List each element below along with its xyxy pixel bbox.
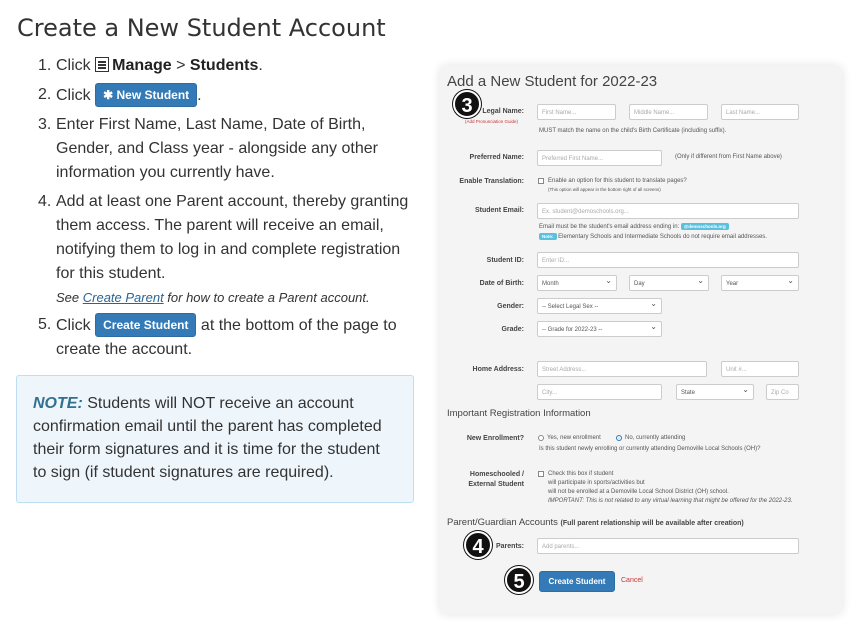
registration-section-title: Important Registration Information [447,408,591,419]
parents-input[interactable]: Add parents... [537,538,799,554]
homeschool-text-2: will participate in sports/activities but [548,480,645,486]
note-text: Students will NOT receive an account confirmation email until the parent has completed their form signatures and it is time for the student to sign (if student signatures are required). [33,395,382,481]
note-box [16,375,414,503]
cancel-link[interactable]: Cancel [621,577,643,584]
month-select[interactable]: Month ⌄ [537,275,617,291]
new-enrollment-yes-radio[interactable] [538,435,544,441]
manage-label: Manage [112,57,172,74]
day-select[interactable]: Day ⌄ [629,275,709,291]
email-note: Note: Elementary Schools and Intermediate Schools do not require email addresses. [539,233,767,240]
unit-input[interactable]: Unit #... [721,361,799,377]
homeschool-label-1: Homeschooled / [469,471,524,478]
step-2: 2. Click ✱ New Student . [38,83,418,108]
step-5: 5. Click Create Student at the bottom of the page to create the account. [38,313,418,362]
translation-text: Enable an option for this student to translate pages? [548,178,687,184]
homeschool-text-4: IMPORTANT: This is not related to any virtual learning that might be offered for the 2022-23. [548,498,793,504]
create-student-button[interactable]: Create Student [539,571,615,592]
step-4: 4. Add at least one Parent account, thereby granting them access. The parent will receive an email, notifying them to log in and complete registration for this student. See Create Parent for how to create a Parent account. [38,190,418,308]
gender-select[interactable]: -- Select Legal Sex -- ⌄ [537,298,662,314]
student-email-input[interactable]: Ex. student@demoschools.org... [537,203,799,219]
form-title: Add a New Student for 2022-23 [447,73,658,90]
last-name-input[interactable]: Last Name... [721,104,799,120]
state-select[interactable]: State ⌄ [676,384,754,400]
translation-label: Enable Translation: [459,178,524,185]
legal-help: MUST match the name on the child's Birth Certificate (including suffix). [539,128,727,134]
parents-label: Parents: [495,543,524,550]
list-icon [95,57,109,72]
step-marker-5: 5 [505,566,533,594]
preferred-help: (Only if different from First Name above) [675,154,782,160]
opt-yes-label: Yes, new enrollment [547,435,601,441]
gender-label: Gender: [497,303,524,310]
students-label: Students [189,57,259,74]
first-name-input[interactable]: First Name... [537,104,616,120]
new-enrollment-label: New Enrollment? [466,435,524,442]
legal-name-label: Legal Name: [482,108,524,115]
see-note: See Create Parent for how to create a Parent account. [56,290,370,305]
preferred-label: Preferred Name: [469,154,524,161]
create-student-inline-button[interactable]: Create Student [95,313,196,337]
parent-section-title: Parent/Guardian Accounts (Full parent relationship will be available after creation) [447,517,744,528]
create-parent-link[interactable]: Create Parent [82,290,164,305]
new-enrollment-no-radio[interactable] [616,435,622,441]
step-1: 1. Click Manage > Students. [38,54,418,78]
note-label: NOTE: [33,395,83,412]
translation-checkbox[interactable] [538,178,544,184]
form-screenshot [440,66,842,614]
page-title: Create a New Student Account [17,14,386,42]
enroll-help: Is this student newly enrolling or currently attending Demoville Local Schools (OH)? [539,446,761,452]
opt-no-label: No, currently attending [625,435,686,441]
email-help: Email must be the student's email address ending in: @demoschools.org [539,223,729,230]
home-address-label: Home Address: [472,366,524,373]
step-3: 3. Enter First Name, Last Name, Date of Birth, Gender, and Class year - alongside any other information you currently have. [38,116,378,181]
step-marker-3: 3 [453,90,481,118]
grade-select[interactable]: -- Grade for 2022-23 -- ⌄ [537,321,662,337]
email-domain-badge: @demoschools.org [681,223,729,230]
steps-list [38,54,418,367]
middle-name-input[interactable]: Middle Name... [629,104,708,120]
email-label: Student Email: [474,207,524,214]
zip-input[interactable]: Zip Co [766,384,799,400]
new-student-button[interactable]: ✱ New Student [95,83,197,107]
pronunciation-link[interactable]: (Add Pronunciation Guide) [465,119,519,124]
translation-sub: (This option will appear in the bottom right of all screens) [548,187,661,192]
note-badge: Note: [539,233,557,240]
student-id-input[interactable]: Enter ID... [537,252,799,268]
dob-label: Date of Birth: [479,280,524,287]
homeschool-text-1: Check this box if student [548,471,614,477]
homeschool-text-3: will not be enrolled at a Demoville Local School District (OH) school. [548,489,729,495]
step-marker-4: 4 [464,531,492,559]
street-input[interactable]: Street Address... [537,361,707,377]
city-input[interactable]: City... [537,384,662,400]
student-id-label: Student ID: [486,257,524,264]
grade-label: Grade: [501,326,524,333]
step-number: 1. [38,57,52,74]
year-select[interactable]: Year ⌄ [721,275,799,291]
homeschool-label-2: External Student [468,481,524,488]
homeschool-checkbox[interactable] [538,471,544,477]
preferred-name-input[interactable]: Preferred First Name... [537,150,662,166]
